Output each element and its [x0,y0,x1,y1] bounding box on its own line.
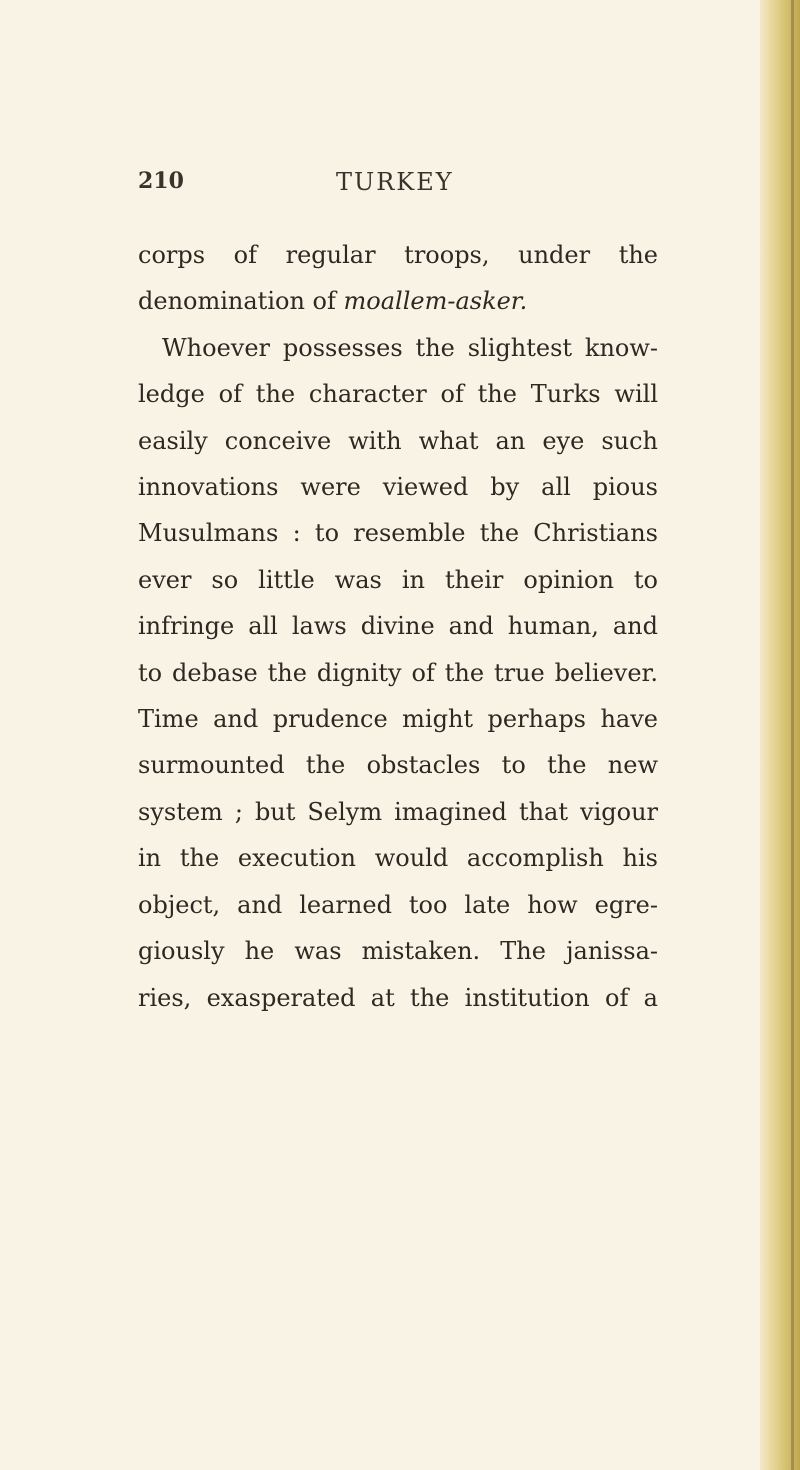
text-line: giously he was mistaken. The janissa- [138,937,658,966]
italic-term: moallem-asker. [343,287,528,316]
text-line: to debase the dignity of the true believer. [138,658,658,687]
text-line: in the execution would accomplish his [138,844,658,873]
text-line: infringe all laws divine and human, and [138,612,658,641]
text-line: ledge of the character of the Turks will [138,380,658,409]
text-line: system ; but Selym imagined that vigour [138,797,658,826]
running-head [138,168,658,208]
running-title: TURKEY [336,168,454,196]
text-segment: denomination of [138,287,344,316]
text-line: Musulmans : to resemble the Christians [138,519,658,548]
text-line [138,278,658,324]
body-text [138,232,658,1021]
text-line: object, and learned too late how egre- [138,890,658,919]
text-line: corps of regular troops, under the [138,241,658,269]
page-number: 210 [138,168,184,194]
page-edge [760,0,800,1470]
text-line: Time and prudence might perhaps have [138,705,658,734]
text-line: surmounted the obstacles to the new [138,751,658,780]
text-line: Whoever possesses the slightest know- [162,333,658,362]
text-line: easily conceive with what an eye such [138,426,658,455]
text-line: ries, exasperated at the institution of a [138,983,658,1012]
text-line: ever so little was in their opinion to [138,565,658,594]
text-line: innovations were viewed by all pious [138,473,658,502]
